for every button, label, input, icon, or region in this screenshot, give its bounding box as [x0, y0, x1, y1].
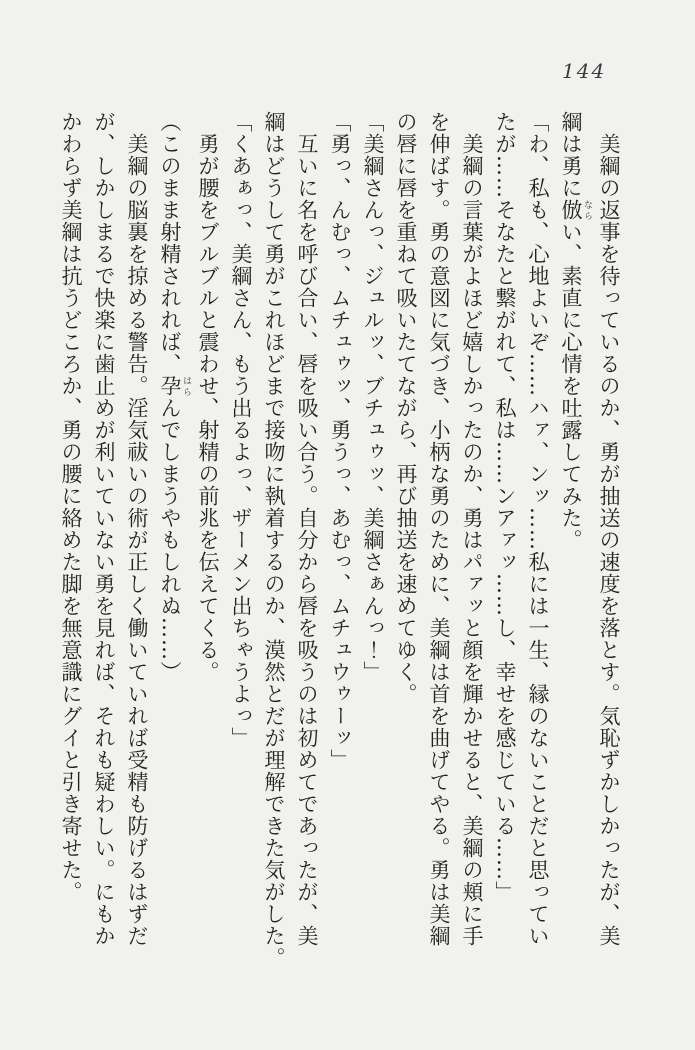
text-column: かわらず美綱は抗うどころか、勇の腰に絡めた脚を無意識にグイと引き寄せた。 — [59, 111, 83, 903]
text-column: の唇に唇を重ねて吸いたてながら、再び抽送を速めてゆく。 — [394, 111, 418, 705]
text-column: 「わ、私も、心地よいぞ……ハァ、ンッ……私には一生、縁のないことだと思ってい — [526, 111, 550, 947]
text-column: 綱は勇に倣 ならい、素直に心情を吐露してみた。 — [559, 111, 592, 551]
text-column: たが……そなたと繋がれて、私は……ンアァッ……し、幸せを感じている……」 — [493, 111, 517, 903]
text-column: 美綱の脳裏を掠める警告。淫気祓いの術が正しく働いていれば受精も防げるはずだ — [125, 111, 149, 947]
page-number: 144 — [562, 59, 607, 83]
text-column: 「美綱さんっ、ジュルッ、ブチュゥッ、美綱さぁんっ！」 — [361, 111, 385, 683]
text-column: （このまま射精されれば、孕 はらんでしまうやもしれぬ……） — [158, 111, 191, 683]
text-column: 美綱の言葉がよほど嬉しかったのか、勇はパァッと顔を輝かせると、美綱の頬に手 — [460, 111, 484, 947]
text-column: 美綱の返事を待っているのか、勇が抽送の速度を落とす。気恥ずかしかったが、美 — [597, 111, 621, 947]
text-column: を伸ばす。勇の意図に気づき、小柄な勇のために、美綱は首を曲げてやる。勇は美綱 — [427, 111, 451, 947]
text-column: が、しかしまるで快楽に歯止めが利いていない勇を見れば、それも疑わしい。にもか — [92, 111, 116, 947]
text-column: 勇が腰をブルブルと震わせ、射精の前兆を伝えてくる。 — [196, 111, 220, 683]
text-column: 互いに名を呼び合い、唇を吸い合う。自分から唇を吸うのは初めてであったが、美 — [295, 111, 319, 947]
text-column: 「勇っ、んむっ、ムチュゥッ、勇うっ、あむっ、ムチュウゥーッ」 — [328, 111, 352, 771]
text-column: 綱はどうして勇がこれほどまで接吻に執着するのか、漠然とだが理解できた気がした。 — [262, 111, 286, 969]
page-text — [59, 111, 625, 969]
text-column: 「くあぁっ、美綱さん、もう出るよっ、ザーメン出ちゃうよっ」 — [229, 111, 253, 749]
